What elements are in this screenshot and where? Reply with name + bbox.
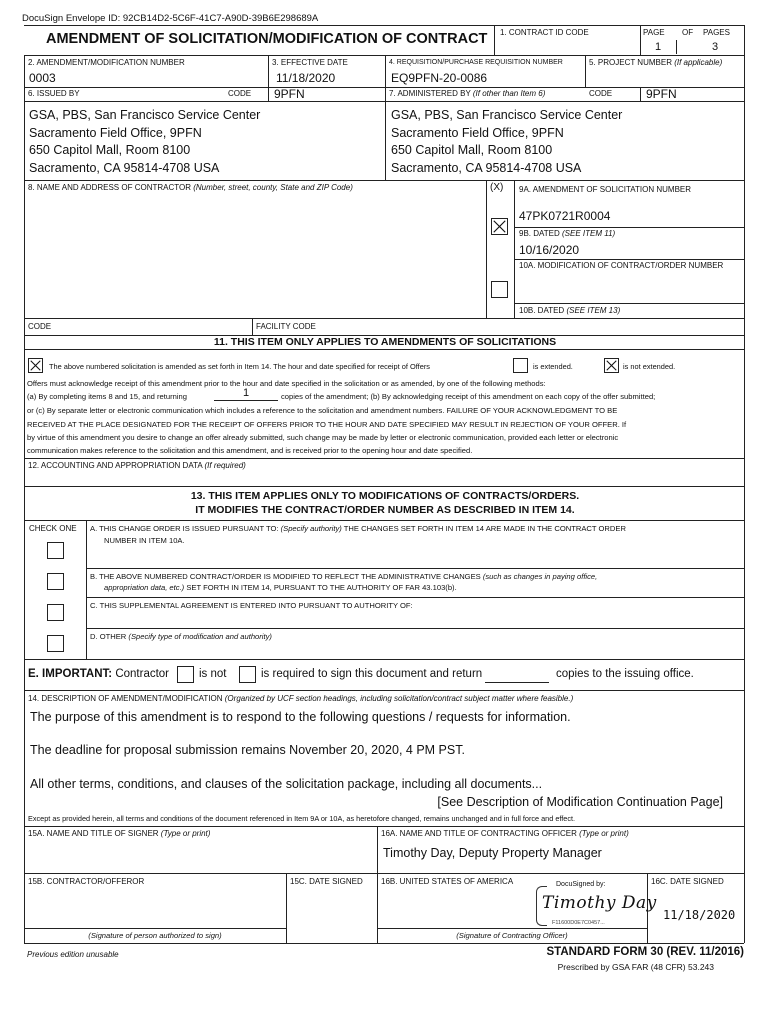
docusigned-by-label: DocuSigned by: (556, 881, 606, 888)
prescribed-by: Prescribed by GSA FAR (48 CFR) 53.243 (557, 962, 714, 972)
checkbox-amended[interactable] (28, 358, 43, 373)
section-11-title: 11. THIS ITEM ONLY APPLIES TO AMENDMENTS OF SOLICITATIONS (213, 336, 557, 348)
not-extended-label: is not extended. (623, 362, 676, 371)
description-line-3: All other terms, conditions, and clauses of the solicitation package, including all documents... (30, 777, 543, 791)
contract-id-label: 1. CONTRACT ID CODE (500, 28, 589, 37)
section-13-title-1: 13. THIS ITEM APPLIES ONLY TO MODIFICATIONS OF CONTRACTS/ORDERS. (190, 490, 580, 502)
form-title: AMENDMENT OF SOLICITATION/MODIFICATION OF CONTRACT (46, 31, 488, 47)
effective-date: 11/18/2020 (276, 71, 336, 85)
contractor-code-label: CODE (28, 322, 52, 331)
issued-code: 9PFN (274, 87, 305, 101)
requisition-number: EQ9PFN-20-0086 (391, 71, 488, 85)
section-11-para-0: Offers must acknowledge receipt of this amendment prior to the hour and date specified in the solicitation or as amended, by one of the following methods: (27, 379, 546, 388)
description-line-2: The deadline for proposal submission remains November 20, 2020, 4 PM PST. (30, 743, 465, 757)
description-line-4: [See Description of Modification Continuation Page] (437, 795, 723, 809)
check-one-label: CHECK ONE (29, 524, 77, 533)
section-11-line1: The above numbered solicitation is amended as set forth in Item 14. The hour and date specified for receipt of Offers (49, 362, 430, 371)
of-label: OF (682, 28, 694, 37)
field-10b-label: 10B. DATED (SEE ITEM 13) (519, 306, 621, 315)
checkbox-is[interactable] (239, 666, 256, 683)
x-column-label: (X) (490, 182, 504, 193)
extended-label: is extended. (533, 362, 573, 371)
envelope-id: DocuSign Envelope ID: 92CB14D2-5C6F-41C7-A90D-39B6E298689A (22, 13, 319, 24)
field-2-label: 2. AMENDMENT/MODIFICATION NUMBER (28, 58, 185, 67)
copies-issuing-label: copies to the issuing office. (556, 668, 694, 680)
standard-form-number: STANDARD FORM 30 (REV. 11/2016) (546, 946, 744, 958)
option-a-line2: NUMBER IN ITEM 10A. (104, 536, 185, 545)
option-a-line1: A. THIS CHANGE ORDER IS ISSUED PURSUANT TO: (Specify authority) THE CHANGES SET FORTH IN ITEM 14 ARE MADE IN THE CONTRACT ORDER (90, 524, 626, 533)
field-4-label: 4. REQUISITION/PURCHASE REQUISITION NUMBER (389, 59, 563, 66)
option-d: D. OTHER (Specify type of modification and authority) (90, 632, 272, 641)
page-label: PAGE (643, 28, 665, 37)
field-12-label: 12. ACCOUNTING AND APPROPRIATION DATA (If required) (28, 461, 246, 470)
page-number: 1 (655, 41, 662, 53)
copies-input-line[interactable] (485, 682, 549, 683)
admin-address: GSA, PBS, San Francisco Service Center Sacramento Field Office, 9PFN 650 Capitol Mall, Room 8100 Sacramento, CA 95814-4708 USA (391, 108, 623, 175)
is-not-label: is not (199, 668, 227, 680)
admin-code: 9PFN (646, 87, 677, 101)
docusign-signature-block[interactable] (536, 881, 657, 929)
checkbox-13b[interactable] (47, 573, 64, 590)
signature-id: F11600D0E7C0457... (552, 920, 605, 926)
solicitation-number: 47PK0721R0004 (519, 209, 611, 223)
field-15c-label: 15C. DATE SIGNED (290, 877, 363, 886)
section-11-para-4: by virtue of this amendment you desire to change an offer already submitted, such change may be made by letter or electronic communication, provided each letter or electronic (27, 433, 619, 442)
field-16a-label: 16A. NAME AND TITLE OF CONTRACTING OFFICER (Type or print) (381, 829, 629, 838)
signature: Timothy Day (542, 893, 657, 913)
page-count: 3 (712, 41, 719, 53)
section-11-para-1a: (a) By completing items 8 and 15, and returning (27, 392, 187, 401)
except-text: Except as provided herein, all terms and conditions of the document referenced in Item 9A or 10A, as heretofore changed, remains unchanged and in full force and effect. (28, 814, 576, 823)
checkbox-extended[interactable] (513, 358, 528, 373)
issued-code-label: CODE (228, 89, 252, 98)
copies-returned: 1 (214, 387, 278, 401)
checkbox-13a[interactable] (47, 542, 64, 559)
previous-edition-note: Previous edition unusable (27, 950, 119, 959)
amendment-number: 0003 (29, 71, 56, 85)
solicitation-date: 10/16/2020 (519, 243, 580, 257)
field-15b-label: 15B. CONTRACTOR/OFFEROR (28, 877, 145, 886)
section-13-title-2: IT MODIFIES THE CONTRACT/ORDER NUMBER AS DESCRIBED IN ITEM 14. (195, 504, 575, 516)
field-8-label: 8. NAME AND ADDRESS OF CONTRACTOR (Number, street, county, State and ZIP Code) (28, 183, 353, 192)
checkbox-13c[interactable] (47, 604, 64, 621)
option-b-line1: B. THE ABOVE NUMBERED CONTRACT/ORDER IS MODIFIED TO REFLECT THE ADMINISTRATIVE CHANGES (such as changes in paying office, (90, 572, 598, 581)
section-11-para-5: communication makes reference to the solicitation and this amendment, and is received prior to the opening hour and date specified. (27, 446, 473, 455)
checkbox-13d[interactable] (47, 635, 64, 652)
section-11-para-1b: copies of the amendment; (b) By acknowledging receipt of this amendment on each copy of the offer submitted; (281, 392, 656, 401)
pages-label: PAGES (703, 28, 730, 37)
description-line-1: The purpose of this amendment is to respond to the following questions / requests for information. (30, 710, 571, 724)
field-16b-label: 16B. UNITED STATES OF AMERICA (381, 877, 514, 886)
field-9a-label: 9A. AMENDMENT OF SOLICITATION NUMBER (519, 185, 692, 194)
option-c: C. THIS SUPPLEMENTAL AGREEMENT IS ENTERED INTO PURSUANT TO AUTHORITY OF: (90, 601, 413, 610)
checkbox-9a[interactable] (491, 218, 508, 235)
field-16c-label: 16C. DATE SIGNED (651, 877, 724, 886)
checkbox-not-extended[interactable] (604, 358, 619, 373)
admin-code-label: CODE (589, 89, 613, 98)
facility-code-label: FACILITY CODE (256, 322, 316, 331)
field-7-label: 7. ADMINISTERED BY (If other than Item 6) (389, 89, 546, 98)
section-11-para-2: or (c) By separate letter or electronic communication which includes a reference to the solicitation and amendment numbers. FAILURE OF YOUR ACKNOWLEDGMENT TO BE (27, 406, 618, 415)
issuer-address: GSA, PBS, San Francisco Service Center Sacramento Field Office, 9PFN 650 Capitol Mall, Room 8100 Sacramento, CA 95814-4708 USA (29, 108, 261, 175)
signature-15-caption: (Signature of person authorized to sign) (88, 931, 222, 940)
field-9b-label: 9B. DATED (SEE ITEM 11) (519, 229, 616, 238)
field-15a-label: 15A. NAME AND TITLE OF SIGNER (Type or print) (28, 829, 211, 838)
field-3-label: 3. EFFECTIVE DATE (272, 58, 348, 67)
important-line: E. IMPORTANT: Contractor (28, 668, 170, 680)
is-required-label: is required to sign this document and return (261, 668, 483, 680)
date-signed-16c: 11/18/2020 (663, 908, 736, 922)
section-11-para-3: RECEIVED AT THE PLACE DESIGNATED FOR THE RECEIPT OF OFFERS PRIOR TO THE HOUR AND DATE SPECIFIED MAY RESULT IN REJECTION OF YOUR OFFER. If (27, 420, 627, 429)
field-5-label: 5. PROJECT NUMBER (If applicable) (589, 58, 723, 67)
checkbox-10a[interactable] (491, 281, 508, 298)
field-14-label: 14. DESCRIPTION OF AMENDMENT/MODIFICATION (Organized by UCF section headings, including solicitation/contract subject matter where feasible.) (28, 694, 574, 703)
field-10a-label: 10A. MODIFICATION OF CONTRACT/ORDER NUMBER (519, 261, 724, 270)
contracting-officer-name: Timothy Day, Deputy Property Manager (383, 846, 602, 860)
option-b-line2: appropriation data, etc.) SET FORTH IN ITEM 14, PURSUANT TO THE AUTHORITY OF FAR 43.103(b). (104, 583, 457, 592)
field-6-label: 6. ISSUED BY (28, 89, 80, 98)
signature-16-caption: (Signature of Contracting Officer) (456, 931, 568, 940)
checkbox-is-not[interactable] (177, 666, 194, 683)
